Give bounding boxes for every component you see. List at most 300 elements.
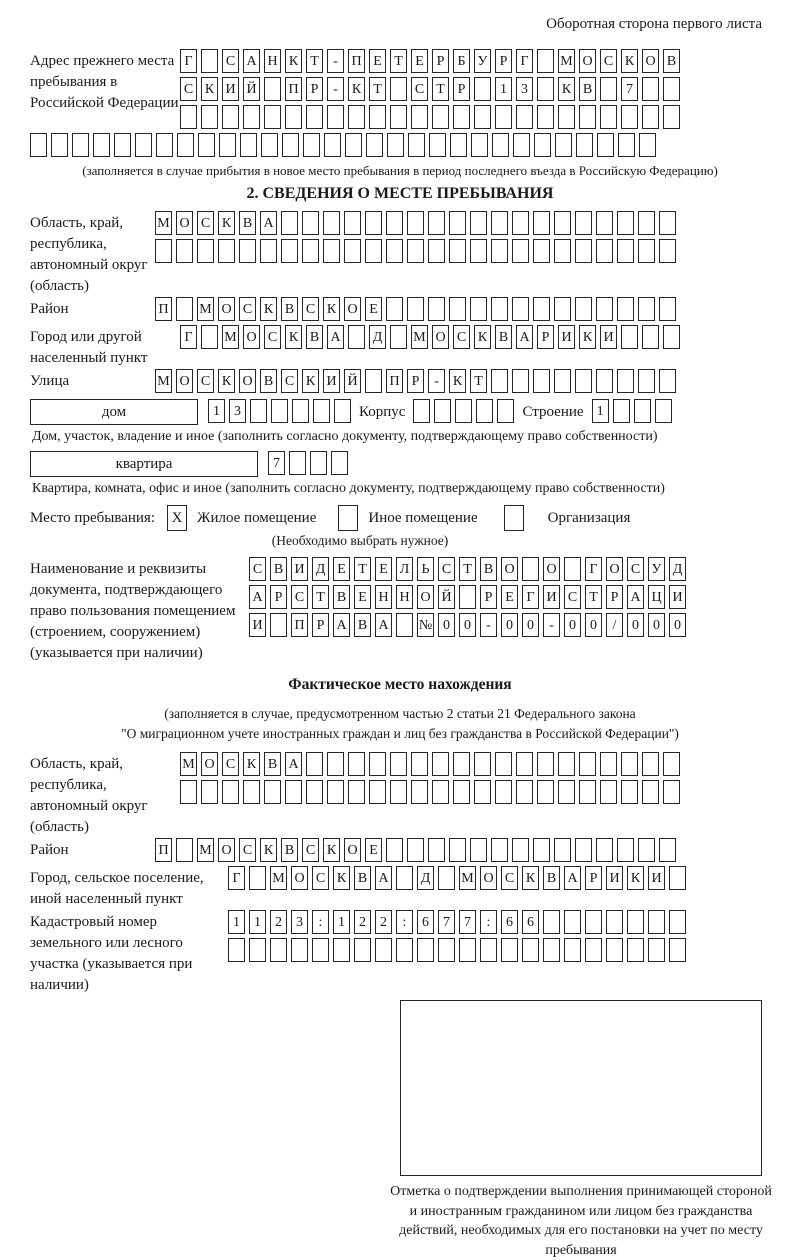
section2-title: 2. СВЕДЕНИЯ О МЕСТЕ ПРЕБЫВАНИЯ [246,185,554,202]
char-box: С [302,297,319,321]
char-box [201,49,218,73]
char-box [495,105,512,129]
char-box [512,369,529,393]
char-box [429,133,446,157]
dom-wide-box: дом [30,399,198,425]
char-box [386,297,403,321]
stroenie-label: Строение [522,404,584,420]
char-box: О [642,49,659,73]
char-box: И [600,325,617,349]
checkbox-inoe [338,505,358,531]
char-box [135,133,152,157]
char-box: У [474,49,491,73]
char-box: 1 [333,910,350,934]
char-box [617,239,634,263]
char-box [432,752,449,776]
prev-address-block [30,49,770,133]
stroenie-cells [592,399,676,427]
char-box [302,239,319,263]
char-box: О [201,752,218,776]
kadastr-row-2 [228,938,770,966]
char-box [575,838,592,862]
char-box: Б [453,49,470,73]
char-box [596,211,613,235]
char-box: Р [432,49,449,73]
char-box [470,297,487,321]
char-box: С [239,297,256,321]
char-box: О [606,557,623,581]
char-box [243,105,260,129]
char-box [72,133,89,157]
char-box [639,133,656,157]
char-box [663,325,680,349]
char-box [323,239,340,263]
char-box [476,399,493,423]
char-box [177,133,194,157]
char-box: А [375,613,392,637]
char-box: - [428,369,445,393]
char-box [627,910,644,934]
char-box [222,780,239,804]
option-zhiloe-label: Жилое помещение [197,509,317,526]
ulitsa-row [155,369,770,397]
char-box: 1 [495,77,512,101]
confirmation-stamp-box [400,1000,762,1176]
char-box [114,133,131,157]
char-box [249,866,266,890]
char-box [306,105,323,129]
char-box [575,369,592,393]
char-box [51,133,68,157]
char-box: М [197,297,214,321]
char-box: С [180,77,197,101]
checkbox-org [504,505,524,531]
char-box [495,780,512,804]
char-box: В [480,557,497,581]
char-box [597,133,614,157]
char-box: Г [585,557,602,581]
char-box [474,780,491,804]
char-box: 0 [501,613,518,637]
char-box [312,938,329,962]
char-box [243,780,260,804]
char-box [453,780,470,804]
prev-address-row-3 [180,105,770,133]
char-box [348,325,365,349]
char-box: 1 [208,399,225,423]
oblast-block [30,211,770,297]
char-box [285,780,302,804]
oblast-row-1 [155,211,770,239]
char-box [516,105,533,129]
doc-row-1 [249,557,770,585]
rayon-block [30,297,770,325]
char-box [613,399,630,423]
char-box: О [480,866,497,890]
char-box [596,297,613,321]
char-box [180,780,197,804]
char-box [176,297,193,321]
prev-address-label: Адрес прежнего места пребывания в Российской Федерации [30,53,179,111]
char-box: И [648,866,665,890]
char-box: 7 [459,910,476,934]
char-box: 7 [438,910,455,934]
gorod-block [30,325,770,369]
char-box [453,752,470,776]
char-box: 6 [501,910,518,934]
char-box: О [501,557,518,581]
rayon-label: Район [30,301,69,317]
char-box [306,780,323,804]
char-box: В [354,866,371,890]
char-box: М [558,49,575,73]
char-box [327,780,344,804]
char-box [663,105,680,129]
char-box: В [264,752,281,776]
char-box [491,369,508,393]
char-box: К [243,752,260,776]
char-box [250,399,267,423]
char-box: К [260,297,277,321]
char-box [512,239,529,263]
char-box: : [396,910,413,934]
char-box [659,211,676,235]
char-box [396,938,413,962]
prev-address-note: (заполняется в случае прибытия в новое место пребывания в период последнего въезда в Российскую Федерацию) [82,163,718,178]
char-box: / [606,613,623,637]
char-box: Г [180,49,197,73]
char-box [344,211,361,235]
char-box [281,211,298,235]
mesto-row [30,503,770,533]
char-box: 1 [228,910,245,934]
fact-oblast-label: Область, край, республика, автономный округ (область) [30,756,148,835]
char-box [438,938,455,962]
char-box [663,752,680,776]
char-box [333,938,350,962]
fact-oblast-block [30,752,770,838]
char-box: М [411,325,428,349]
char-box: О [176,211,193,235]
char-box [648,938,665,962]
dom-cells [208,399,355,427]
char-box: 7 [268,451,285,475]
char-box: Р [312,613,329,637]
char-box: О [344,838,361,862]
char-box [348,105,365,129]
char-box [659,297,676,321]
char-box [470,239,487,263]
char-box [558,752,575,776]
char-box: П [291,613,308,637]
char-box [239,239,256,263]
char-box [455,399,472,423]
oblast-label: Область, край, республика, автономный округ (область) [30,215,148,294]
char-box: Ц [648,585,665,609]
char-box [348,752,365,776]
char-box: Й [438,585,455,609]
kvartira-caption: Квартира, комната, офис и иное (заполнить согласно документу, подтверждающему право собственности) [32,481,665,496]
char-box [522,938,539,962]
char-box: О [176,369,193,393]
char-box [390,325,407,349]
char-box: Р [453,77,470,101]
char-box [386,211,403,235]
char-box: О [218,838,235,862]
prev-address-row-4 [30,133,770,161]
char-box [281,239,298,263]
char-box [600,752,617,776]
char-box: 0 [627,613,644,637]
char-box: Р [495,49,512,73]
char-box: С [264,325,281,349]
char-box [642,780,659,804]
char-box: 0 [564,613,581,637]
char-box: С [222,752,239,776]
char-box: К [348,77,365,101]
char-box [324,133,341,157]
char-box: О [239,369,256,393]
char-box [522,557,539,581]
rayon-row [155,297,770,325]
char-box [512,838,529,862]
fact-oblast-row-2 [180,780,770,808]
char-box [411,105,428,129]
char-box: Р [306,77,323,101]
char-box: К [285,49,302,73]
char-box [638,211,655,235]
char-box [669,910,686,934]
char-box [575,297,592,321]
char-box [459,938,476,962]
char-box [408,133,425,157]
char-box [617,297,634,321]
char-box: Н [396,585,413,609]
char-box: 0 [585,613,602,637]
char-box [470,838,487,862]
char-box [407,239,424,263]
char-box [449,838,466,862]
char-box [642,105,659,129]
char-box [390,77,407,101]
char-box [617,369,634,393]
char-box: 3 [291,910,308,934]
char-box: Д [312,557,329,581]
char-box [533,838,550,862]
char-box: А [243,49,260,73]
char-box: К [579,325,596,349]
char-box: К [218,369,235,393]
char-box: П [386,369,403,393]
char-box [533,211,550,235]
doc-block [30,557,770,664]
char-box: О [432,325,449,349]
char-box: А [327,325,344,349]
korpus-cells [413,399,518,427]
char-box [554,838,571,862]
char-box [407,838,424,862]
char-box: Т [459,557,476,581]
char-box [285,105,302,129]
stamp-caption: Отметка о подтверждении выполнения принимающей стороной и иностранным гражданином или лицом без гражданства действий, необходимых для его постановки на учет по месту пребывания [390,1184,772,1258]
mesto-note: (Необходимо выбрать нужное) [271,533,449,548]
char-box: К [333,866,350,890]
char-box [663,780,680,804]
char-box: В [239,211,256,235]
char-box [264,77,281,101]
char-box [249,938,266,962]
char-box [386,239,403,263]
char-box: 0 [459,613,476,637]
char-box: О [344,297,361,321]
char-box: С [197,211,214,235]
char-box [197,239,214,263]
char-box: А [627,585,644,609]
char-box [264,780,281,804]
char-box [621,752,638,776]
char-box [516,780,533,804]
char-box: С [600,49,617,73]
char-box: А [516,325,533,349]
prev-address-row-2 [180,77,770,105]
char-box: 0 [669,613,686,637]
fact-note-2: "О миграционном учете иностранных граждан и лиц без гражданства в Российской Федерации") [121,726,679,741]
char-box [428,297,445,321]
char-box [474,105,491,129]
char-box: А [249,585,266,609]
char-box [558,105,575,129]
char-box: М [155,369,172,393]
char-box: А [260,211,277,235]
char-box: А [333,613,350,637]
char-box [659,239,676,263]
char-box: И [249,613,266,637]
char-box [344,239,361,263]
char-box [621,325,638,349]
char-box [537,77,554,101]
char-box [156,133,173,157]
char-box: С [239,838,256,862]
char-box: Е [501,585,518,609]
page-corner-note: Оборотная сторона первого листа [546,16,762,32]
char-box: К [474,325,491,349]
char-box: К [558,77,575,101]
char-box [449,211,466,235]
char-box: 2 [354,910,371,934]
char-box [497,399,514,423]
char-box: Л [396,557,413,581]
char-box [450,133,467,157]
char-box [491,297,508,321]
char-box [638,369,655,393]
char-box: О [543,557,560,581]
doc-label: Наименование и реквизиты документа, подтверждающего право пользования помещением (строением, сооружением) (указывается при наличии) [30,561,236,661]
char-box: Т [306,49,323,73]
char-box [596,838,613,862]
char-box [579,780,596,804]
char-box [303,133,320,157]
char-box [369,105,386,129]
char-box: Т [369,77,386,101]
char-box [459,585,476,609]
char-box [348,780,365,804]
char-box [176,838,193,862]
char-box [292,399,309,423]
char-box: 0 [522,613,539,637]
char-box: Е [354,585,371,609]
char-box [365,369,382,393]
char-box [438,866,455,890]
char-box [323,211,340,235]
char-box [533,297,550,321]
char-box [491,239,508,263]
char-box [260,239,277,263]
char-box [554,211,571,235]
char-box: Д [669,557,686,581]
char-box: А [564,866,581,890]
fact-gorod-row [228,866,770,894]
char-box [537,49,554,73]
char-box: И [291,557,308,581]
char-box [606,938,623,962]
char-box [390,105,407,129]
char-box: Т [432,77,449,101]
char-box [271,399,288,423]
char-box: М [459,866,476,890]
char-box: Е [333,557,350,581]
char-box [534,133,551,157]
char-box: Т [312,585,329,609]
char-box: П [155,297,172,321]
char-box [387,133,404,157]
char-box [585,938,602,962]
char-box [474,77,491,101]
char-box: 1 [249,910,266,934]
char-box [659,369,676,393]
char-box [449,239,466,263]
char-box: П [155,838,172,862]
char-box [453,105,470,129]
char-box [432,780,449,804]
char-box [331,451,348,475]
char-box [491,211,508,235]
char-box: В [495,325,512,349]
prev-address-row-1 [180,49,770,77]
char-box: С [453,325,470,349]
char-box [270,938,287,962]
char-box: О [417,585,434,609]
char-box: 3 [229,399,246,423]
char-box: И [669,585,686,609]
char-box: 6 [417,910,434,934]
char-box [365,239,382,263]
char-box: - [480,613,497,637]
char-box: Е [375,557,392,581]
char-box [621,105,638,129]
char-box [201,325,218,349]
char-box: С [438,557,455,581]
char-box: С [249,557,266,581]
char-box: Т [390,49,407,73]
char-box: И [606,866,623,890]
dom-caption: Дом, участок, владение и иное (заполнить согласно документу, подтверждающему право собственности) [32,429,658,444]
char-box: Ь [417,557,434,581]
char-box [222,105,239,129]
char-box: М [270,866,287,890]
char-box [533,369,550,393]
char-box: К [302,369,319,393]
char-box: В [260,369,277,393]
